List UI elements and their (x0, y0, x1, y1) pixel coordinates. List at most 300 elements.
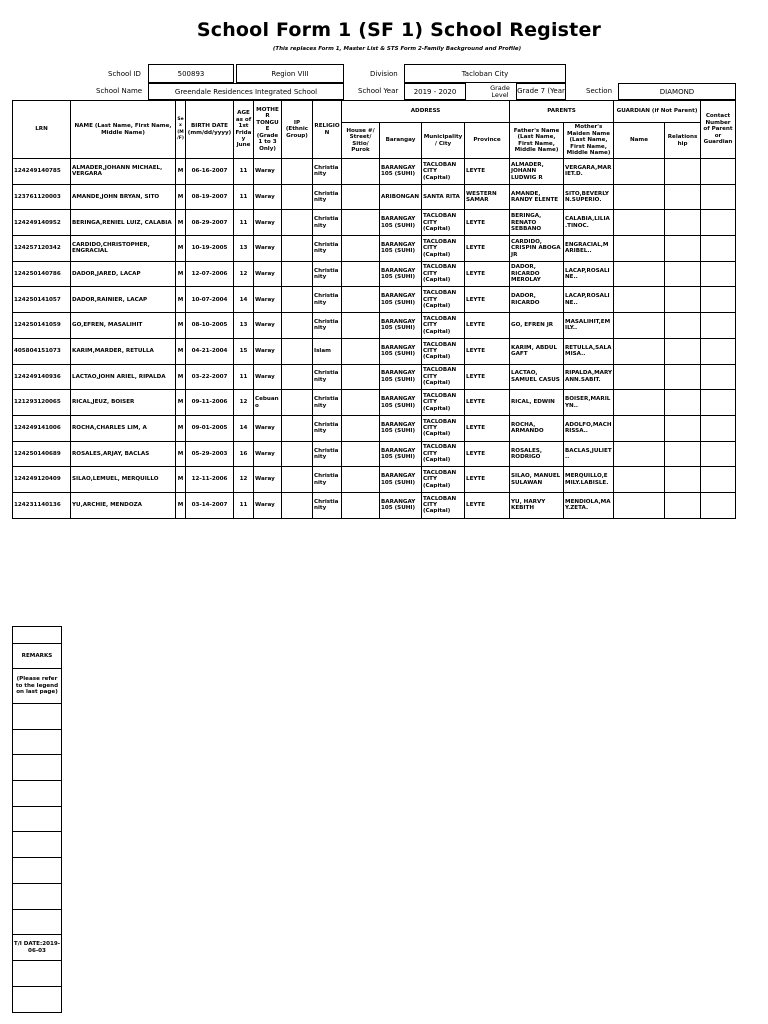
municipality-cell: SANTA RITA (422, 184, 465, 210)
ip-cell (282, 261, 313, 287)
barangay-cell: BARANGAY 105 (SUHI) (380, 236, 422, 262)
house-cell (342, 467, 380, 493)
house-cell (342, 415, 380, 441)
header-guardian: GUARDIAN (if Not Parent) (614, 101, 701, 123)
province-cell: WESTERN SAMAR (465, 184, 510, 210)
header-barangay: Barangay (380, 123, 422, 159)
municipality-cell: TACLOBAN CITY (Capital) (422, 236, 465, 262)
lrn-cell: 124249140936 (13, 364, 71, 390)
school-year-label: School Year (358, 87, 399, 95)
relationship-cell (665, 390, 701, 416)
age-cell: 14 (234, 415, 254, 441)
province-cell: LEYTE (465, 210, 510, 236)
municipality-cell: TACLOBAN CITY (Capital) (422, 338, 465, 364)
ip-cell (282, 313, 313, 339)
remarks-cell (13, 806, 62, 832)
table-row (13, 390, 736, 416)
name-cell: AMANDE,JOHN BRYAN, SITO (71, 184, 176, 210)
header-municipality: Municipality / City (422, 123, 465, 159)
name-cell: ALMADER,JOHANN MICHAEL, VERGARA (71, 159, 176, 185)
name-cell: SILAO,LEMUEL, MERQUILLO (71, 467, 176, 493)
municipality-cell: TACLOBAN CITY (Capital) (422, 415, 465, 441)
sex-cell: M (176, 261, 186, 287)
province-cell: LEYTE (465, 287, 510, 313)
barangay-cell: BARANGAY 105 (SUHI) (380, 313, 422, 339)
guardian-name-cell (614, 441, 665, 467)
mother-tongue-cell: Waray (254, 184, 282, 210)
mother-tongue-cell: Waray (254, 210, 282, 236)
guardian-name-cell (614, 364, 665, 390)
house-cell (342, 159, 380, 185)
lrn-cell: 124250140689 (13, 441, 71, 467)
mother-tongue-cell: Waray (254, 441, 282, 467)
age-cell: 14 (234, 287, 254, 313)
table-row (13, 441, 736, 467)
relationship-cell (665, 338, 701, 364)
grade-level-value: Grade 7 (Year (516, 83, 566, 100)
school-id-label: School ID (108, 70, 141, 78)
header-relationship: Relationship (665, 123, 701, 159)
birth-date-cell: 08-19-2007 (186, 184, 234, 210)
remarks-cell (13, 755, 62, 781)
table-row (13, 313, 736, 339)
house-cell (342, 441, 380, 467)
mother-name-cell: CALABIA,LILIA.TINOC. (564, 210, 614, 236)
ip-cell (282, 467, 313, 493)
age-cell: 11 (234, 210, 254, 236)
province-cell: LEYTE (465, 441, 510, 467)
guardian-name-cell (614, 184, 665, 210)
age-cell: 11 (234, 184, 254, 210)
remarks-cell: T/I DATE:2019-06-03 (13, 935, 62, 961)
register-table (12, 100, 736, 519)
name-cell: DADOR,RAINIER, LACAP (71, 287, 176, 313)
ip-cell (282, 338, 313, 364)
relationship-cell (665, 467, 701, 493)
relationship-cell (665, 210, 701, 236)
mother-tongue-cell: Waray (254, 287, 282, 313)
birth-date-cell: 10-07-2004 (186, 287, 234, 313)
remarks-title: REMARKS (13, 644, 62, 669)
remarks-cell (13, 858, 62, 884)
school-id-value: 500893 (148, 64, 234, 83)
table-row (13, 210, 736, 236)
lrn-cell: 124250141059 (13, 313, 71, 339)
ip-cell (282, 364, 313, 390)
name-cell: DADOR,JARED, LACAP (71, 261, 176, 287)
form-subtitle: (This replaces Form 1, Master List & STS Form 2-Family Background and Profile) (272, 46, 522, 52)
sex-cell: M (176, 287, 186, 313)
remarks-cell (13, 704, 62, 730)
house-cell (342, 390, 380, 416)
header-religion: RELIGION (313, 101, 342, 159)
sex-cell: M (176, 467, 186, 493)
lrn-cell: 124249141006 (13, 415, 71, 441)
contact-cell (701, 210, 736, 236)
barangay-cell: ARIBONGAN (380, 184, 422, 210)
relationship-cell (665, 364, 701, 390)
barangay-cell: BARANGAY 105 (SUHI) (380, 364, 422, 390)
province-cell: LEYTE (465, 364, 510, 390)
lrn-cell: 124231140136 (13, 492, 71, 518)
mother-name-cell: MASALIHIT,EMILY.. (564, 313, 614, 339)
ip-cell (282, 287, 313, 313)
region-value: Region VIII (236, 64, 344, 83)
age-cell: 13 (234, 236, 254, 262)
birth-date-cell: 12-07-2006 (186, 261, 234, 287)
guardian-name-cell (614, 261, 665, 287)
age-cell: 16 (234, 441, 254, 467)
division-label: Division (370, 70, 398, 78)
lrn-cell: 124249120409 (13, 467, 71, 493)
ip-cell (282, 159, 313, 185)
house-cell (342, 313, 380, 339)
header-name: NAME (Last Name, First Name, Middle Name) (71, 101, 176, 159)
name-cell: ROSALES,ARJAY, BACLAS (71, 441, 176, 467)
guardian-name-cell (614, 159, 665, 185)
contact-cell (701, 287, 736, 313)
birth-date-cell: 09-11-2006 (186, 390, 234, 416)
father-name-cell: ROCHA, ARMANDO (510, 415, 564, 441)
father-name-cell: SILAO, MANUEL SULAWAN (510, 467, 564, 493)
barangay-cell: BARANGAY 105 (SUHI) (380, 159, 422, 185)
birth-date-cell: 06-16-2007 (186, 159, 234, 185)
sex-cell: M (176, 492, 186, 518)
sex-cell: M (176, 313, 186, 339)
birth-date-cell: 03-14-2007 (186, 492, 234, 518)
table-row (13, 338, 736, 364)
contact-cell (701, 364, 736, 390)
religion-cell: Christianity (313, 467, 342, 493)
ip-cell (282, 415, 313, 441)
name-cell: GO,EFREN, MASALIHIT (71, 313, 176, 339)
religion-cell: Christianity (313, 184, 342, 210)
ip-cell (282, 390, 313, 416)
header-lrn: LRN (13, 101, 71, 159)
sex-cell: M (176, 159, 186, 185)
guardian-name-cell (614, 467, 665, 493)
guardian-name-cell (614, 313, 665, 339)
lrn-cell: 405804151073 (13, 338, 71, 364)
birth-date-cell: 10-19-2005 (186, 236, 234, 262)
province-cell: LEYTE (465, 313, 510, 339)
lrn-cell: 121293120065 (13, 390, 71, 416)
contact-cell (701, 338, 736, 364)
age-cell: 13 (234, 313, 254, 339)
ip-cell (282, 210, 313, 236)
province-cell: LEYTE (465, 492, 510, 518)
section-value: DIAMOND (618, 83, 736, 100)
guardian-name-cell (614, 236, 665, 262)
municipality-cell: TACLOBAN CITY (Capital) (422, 364, 465, 390)
relationship-cell (665, 184, 701, 210)
guardian-name-cell (614, 287, 665, 313)
contact-cell (701, 236, 736, 262)
barangay-cell: BARANGAY 105 (SUHI) (380, 467, 422, 493)
contact-cell (701, 492, 736, 518)
religion-cell: Christianity (313, 261, 342, 287)
religion-cell: Christianity (313, 415, 342, 441)
form-title: School Form 1 (SF 1) School Register (196, 19, 602, 41)
relationship-cell (665, 159, 701, 185)
mother-tongue-cell: Waray (254, 313, 282, 339)
birth-date-cell: 03-22-2007 (186, 364, 234, 390)
lrn-cell: 124250140786 (13, 261, 71, 287)
religion-cell: Christianity (313, 390, 342, 416)
mother-tongue-cell: Waray (254, 492, 282, 518)
father-name-cell: KARIM, ABDUL GAFT (510, 338, 564, 364)
header-birth-date: BIRTH DATE (mm/dd/yyyy) (186, 101, 234, 159)
birth-date-cell: 08-29-2007 (186, 210, 234, 236)
table-row (13, 261, 736, 287)
table-row (13, 492, 736, 518)
remarks-cell (13, 729, 62, 755)
lrn-cell: 123761120003 (13, 184, 71, 210)
table-row (13, 415, 736, 441)
birth-date-cell: 04-21-2004 (186, 338, 234, 364)
guardian-name-cell (614, 415, 665, 441)
table-row (13, 467, 736, 493)
father-name-cell: CARDIDO, CRISPIN ABOGA JR (510, 236, 564, 262)
division-value: Tacloban City (404, 64, 566, 83)
mother-tongue-cell: Waray (254, 467, 282, 493)
barangay-cell: BARANGAY 105 (SUHI) (380, 441, 422, 467)
guardian-name-cell (614, 390, 665, 416)
ip-cell (282, 441, 313, 467)
name-cell: LACTAO,JOHN ARIEL, RIPALDA (71, 364, 176, 390)
guardian-name-cell (614, 210, 665, 236)
house-cell (342, 492, 380, 518)
table-row (13, 287, 736, 313)
mother-name-cell: MENDIOLA,MAY.ZETA. (564, 492, 614, 518)
relationship-cell (665, 287, 701, 313)
mother-name-cell: VERGARA,MARIET.D. (564, 159, 614, 185)
municipality-cell: TACLOBAN CITY (Capital) (422, 390, 465, 416)
age-cell: 12 (234, 261, 254, 287)
house-cell (342, 261, 380, 287)
barangay-cell: BARANGAY 105 (SUHI) (380, 210, 422, 236)
remarks-cell (13, 960, 62, 986)
table-row (13, 184, 736, 210)
province-cell: LEYTE (465, 467, 510, 493)
name-cell: KARIM,MARDER, RETULLA (71, 338, 176, 364)
contact-cell (701, 467, 736, 493)
lrn-cell: 124249140785 (13, 159, 71, 185)
ip-cell (282, 492, 313, 518)
barangay-cell: BARANGAY 105 (SUHI) (380, 338, 422, 364)
remarks-cell (13, 986, 62, 1012)
contact-cell (701, 390, 736, 416)
father-name-cell: ALMADER, JOHANN LUDWIG R (510, 159, 564, 185)
sex-cell: M (176, 441, 186, 467)
header-mother: Mother's Maiden Name (Last Name, First Name, Middle Name) (564, 123, 614, 159)
barangay-cell: BARANGAY 105 (SUHI) (380, 287, 422, 313)
school-name-label: School Name (96, 87, 143, 95)
religion-cell: Christianity (313, 159, 342, 185)
name-cell: ROCHA,CHARLES LIM, A (71, 415, 176, 441)
ip-cell (282, 184, 313, 210)
mother-name-cell: LACAP,ROSALINE.. (564, 261, 614, 287)
header-age: AGE as of 1st Friday June (234, 101, 254, 159)
birth-date-cell: 05-29-2003 (186, 441, 234, 467)
remarks-cell (13, 883, 62, 909)
relationship-cell (665, 261, 701, 287)
house-cell (342, 287, 380, 313)
header-sex: Sex (M/F) (176, 101, 186, 159)
religion-cell: Christianity (313, 364, 342, 390)
mother-name-cell: RIPALDA,MARY ANN.SABIT. (564, 364, 614, 390)
mother-name-cell: BOISER,MARILYN.. (564, 390, 614, 416)
father-name-cell: BERINGA, RENATO SEBBANO (510, 210, 564, 236)
mother-tongue-cell: Cebuano (254, 390, 282, 416)
mother-name-cell: RETULLA,SALAMISA.. (564, 338, 614, 364)
contact-cell (701, 261, 736, 287)
province-cell: LEYTE (465, 236, 510, 262)
municipality-cell: TACLOBAN CITY (Capital) (422, 287, 465, 313)
contact-cell (701, 184, 736, 210)
name-cell: RICAL,JEUZ, BOISER (71, 390, 176, 416)
barangay-cell: BARANGAY 105 (SUHI) (380, 492, 422, 518)
mother-tongue-cell: Waray (254, 364, 282, 390)
father-name-cell: ROSALES, RODRIGO (510, 441, 564, 467)
remarks-note: (Please refer to the legend on last page) (13, 669, 62, 704)
house-cell (342, 364, 380, 390)
barangay-cell: BARANGAY 105 (SUHI) (380, 390, 422, 416)
province-cell: LEYTE (465, 261, 510, 287)
municipality-cell: TACLOBAN CITY (Capital) (422, 159, 465, 185)
header-address: ADDRESS (342, 101, 510, 123)
sex-cell: M (176, 390, 186, 416)
guardian-name-cell (614, 338, 665, 364)
relationship-cell (665, 415, 701, 441)
relationship-cell (665, 441, 701, 467)
municipality-cell: TACLOBAN CITY (Capital) (422, 441, 465, 467)
school-year-value: 2019 - 2020 (404, 83, 466, 100)
relationship-cell (665, 236, 701, 262)
school-name-value: Greendale Residences Integrated School (148, 83, 344, 100)
remarks-table (12, 626, 62, 1013)
sex-cell: M (176, 338, 186, 364)
relationship-cell (665, 313, 701, 339)
house-cell (342, 210, 380, 236)
municipality-cell: TACLOBAN CITY (Capital) (422, 210, 465, 236)
mother-tongue-cell: Waray (254, 415, 282, 441)
mother-name-cell: BACLAS,JULIET.. (564, 441, 614, 467)
father-name-cell: RICAL, EDWIN (510, 390, 564, 416)
father-name-cell: LACTAO, SAMUEL CASUS (510, 364, 564, 390)
religion-cell: Christianity (313, 210, 342, 236)
age-cell: 12 (234, 467, 254, 493)
lrn-cell: 124249140952 (13, 210, 71, 236)
father-name-cell: GO, EFREN JR (510, 313, 564, 339)
father-name-cell: AMANDE, RANDY ELENTE (510, 184, 564, 210)
mother-name-cell: ADOLFO,MACHRISSA.. (564, 415, 614, 441)
header-father: Father's Name (Last Name, First Name, Middle Name) (510, 123, 564, 159)
religion-cell: Christianity (313, 441, 342, 467)
mother-tongue-cell: Waray (254, 261, 282, 287)
sex-cell: M (176, 364, 186, 390)
province-cell: LEYTE (465, 390, 510, 416)
mother-tongue-cell: Waray (254, 338, 282, 364)
section-label: Section (586, 87, 613, 95)
father-name-cell: DADOR, RICARDO MEROLAY (510, 261, 564, 287)
religion-cell: Christianity (313, 492, 342, 518)
name-cell: CARDIDO,CHRISTOPHER, ENGRACIAL (71, 236, 176, 262)
header-guardian-name: Name (614, 123, 665, 159)
header-mother-tongue: MOTHER TONGUE (Grade 1 to 3 Only) (254, 101, 282, 159)
contact-cell (701, 159, 736, 185)
header-ip: IP (Ethnic Group) (282, 101, 313, 159)
municipality-cell: TACLOBAN CITY (Capital) (422, 467, 465, 493)
mother-tongue-cell: Waray (254, 159, 282, 185)
house-cell (342, 236, 380, 262)
house-cell (342, 338, 380, 364)
guardian-name-cell (614, 492, 665, 518)
sex-cell: M (176, 184, 186, 210)
remarks-cell (13, 832, 62, 858)
barangay-cell: BARANGAY 105 (SUHI) (380, 261, 422, 287)
religion-cell: Christianity (313, 287, 342, 313)
mother-name-cell: ENGRACIAL,MARIBEL.. (564, 236, 614, 262)
remarks-cell (13, 909, 62, 935)
municipality-cell: TACLOBAN CITY (Capital) (422, 492, 465, 518)
birth-date-cell: 09-01-2005 (186, 415, 234, 441)
lrn-cell: 124257120342 (13, 236, 71, 262)
header-parents: PARENTS (510, 101, 614, 123)
mother-name-cell: MERQUILLO,EMILY.LABISLE. (564, 467, 614, 493)
header-house: House #/ Street/ Sitio/ Purok (342, 123, 380, 159)
age-cell: 11 (234, 159, 254, 185)
contact-cell (701, 441, 736, 467)
birth-date-cell: 08-10-2005 (186, 313, 234, 339)
father-name-cell: YU, HARVY KEBITH (510, 492, 564, 518)
grade-level-label: Grade Level (490, 83, 510, 99)
sex-cell: M (176, 210, 186, 236)
ip-cell (282, 236, 313, 262)
father-name-cell: DADOR, RICARDO (510, 287, 564, 313)
contact-cell (701, 415, 736, 441)
mother-name-cell: LACAP,ROSALINE.. (564, 287, 614, 313)
contact-cell (701, 313, 736, 339)
age-cell: 11 (234, 364, 254, 390)
relationship-cell (665, 492, 701, 518)
table-row (13, 159, 736, 185)
sex-cell: M (176, 415, 186, 441)
province-cell: LEYTE (465, 415, 510, 441)
house-cell (342, 184, 380, 210)
remarks-cell (13, 781, 62, 807)
lrn-cell: 124250141057 (13, 287, 71, 313)
religion-cell: Islam (313, 338, 342, 364)
age-cell: 15 (234, 338, 254, 364)
age-cell: 11 (234, 492, 254, 518)
province-cell: LEYTE (465, 338, 510, 364)
barangay-cell: BARANGAY 105 (SUHI) (380, 415, 422, 441)
province-cell: LEYTE (465, 159, 510, 185)
name-cell: BERINGA,RENIEL LUIZ, CALABIA (71, 210, 176, 236)
religion-cell: Christianity (313, 236, 342, 262)
sex-cell: M (176, 236, 186, 262)
municipality-cell: TACLOBAN CITY (Capital) (422, 261, 465, 287)
age-cell: 12 (234, 390, 254, 416)
religion-cell: Christianity (313, 313, 342, 339)
mother-tongue-cell: Waray (254, 236, 282, 262)
table-row (13, 364, 736, 390)
name-cell: YU,ARCHIE, MENDOZA (71, 492, 176, 518)
header-contact: Contact Number of Parent or Guardian (701, 101, 736, 159)
mother-name-cell: SITO,BEVERLYN.SUPERIO. (564, 184, 614, 210)
birth-date-cell: 12-11-2006 (186, 467, 234, 493)
